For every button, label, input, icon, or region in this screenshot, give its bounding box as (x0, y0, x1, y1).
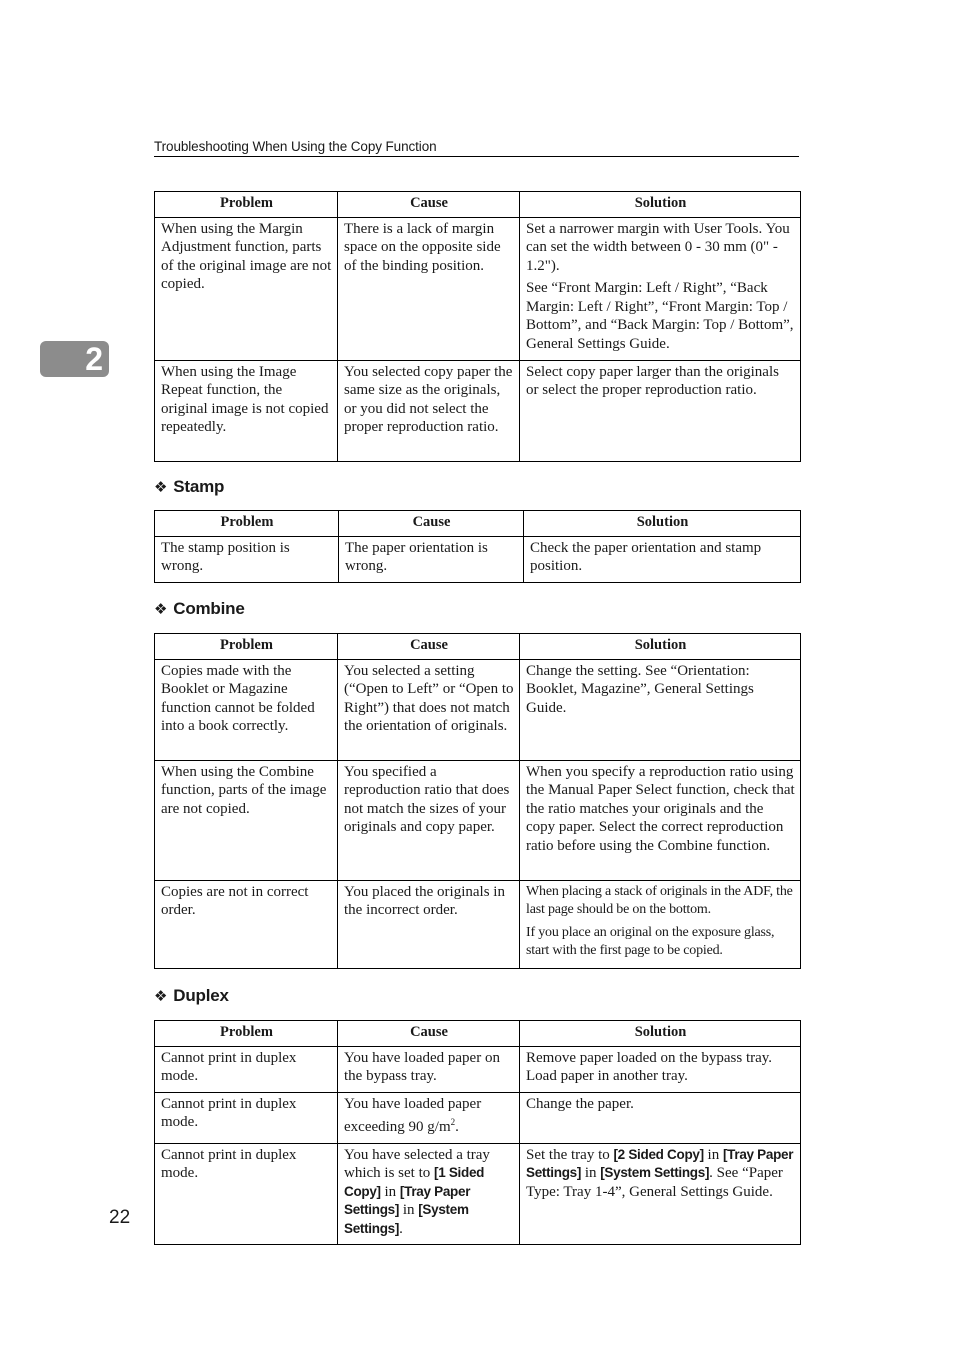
solution-text: in (581, 1165, 601, 1181)
cause-text: in (380, 1183, 400, 1200)
diamond-bullet-icon: ❖ (154, 479, 168, 496)
problem-cell: When using the Combine function, parts of the image are not copied. (155, 760, 338, 880)
section-heading-label: Duplex (173, 986, 229, 1005)
column-header-problem: Problem (155, 192, 338, 218)
solution-cell: Change the paper. (520, 1092, 801, 1143)
column-header-cause: Cause (339, 511, 524, 537)
superscript: 2 (450, 1117, 456, 1127)
section-heading-duplex (154, 986, 229, 1006)
setting-name: [System Settings] (344, 1202, 469, 1236)
diamond-bullet-icon: ❖ (154, 601, 168, 618)
setting-name: [1 Sided Copy] (344, 1165, 485, 1199)
section-heading-label: Combine (173, 599, 245, 618)
section-heading-stamp (154, 477, 224, 497)
problem-cell: Cannot print in duplex mode. (155, 1092, 338, 1143)
solution-cell (520, 1143, 801, 1245)
column-header-cause: Cause (338, 192, 520, 218)
table-row (155, 1143, 801, 1245)
column-header-cause: Cause (338, 634, 520, 660)
problem-cell: Copies are not in correct order. (155, 880, 338, 968)
trouble-table-duplex (154, 1020, 801, 1245)
table-header-row (155, 1021, 801, 1047)
solution-text: See “Front Margin: Left / Right”, “Back Margin: Left / Right”, “Front Margin: Top / Bottom”, and “Back Margin: Top / Bottom”, General Settings Guide. (526, 280, 794, 352)
column-header-problem: Problem (155, 634, 338, 660)
table-row (155, 1046, 801, 1092)
setting-name: [System Settings] (600, 1165, 710, 1180)
solution-text: Set a narrower margin with User Tools. You can set the width between 0 - 30 mm (0" - 1.2"). (526, 220, 790, 274)
column-header-solution: Solution (520, 192, 801, 218)
running-header: Troubleshooting When Using the Copy Function (154, 139, 799, 157)
section-heading-label: Stamp (173, 477, 225, 496)
cause-cell: You have loaded paper on the bypass tray. (338, 1046, 520, 1092)
section-heading-combine (154, 599, 245, 619)
table-row (155, 760, 801, 880)
cause-cell: You specified a reproduction ratio that does not match the sizes of your originals and copy paper. (338, 760, 520, 880)
trouble-table-margin (154, 191, 801, 462)
problem-cell: The stamp position is wrong. (155, 536, 339, 582)
column-header-cause: Cause (338, 1021, 520, 1047)
cause-cell (338, 1143, 520, 1245)
solution-text: When placing a stack of originals in the ADF, the last page should be on the bottom. (526, 883, 793, 917)
solution-text: If you place an original on the exposure glass, start with the first page to be copied. (526, 924, 775, 958)
cause-cell: There is a lack of margin space on the opposite side of the binding position. (338, 217, 520, 360)
solution-text: . See “Paper Type: Tray 1-4”, General Settings Guide. (526, 1165, 783, 1200)
setting-name: [Tray Paper Settings] (344, 1183, 471, 1217)
cause-cell: You selected a setting (“Open to Left” or “Open to Right”) that does not match the orientation of originals. (338, 659, 520, 760)
column-header-solution: Solution (520, 1021, 801, 1047)
solution-cell: When you specify a reproduction ratio using the Manual Paper Select function, check that the ratio matches your originals and the copy paper. Select the correct reproduction ratio before using the Combine function. (520, 760, 801, 880)
problem-cell: When using the Image Repeat function, the original image is not copied repeatedly. (155, 360, 338, 461)
solution-text: Select copy paper larger than the originals or select the proper reproduction ratio. (526, 363, 779, 398)
problem-cell: Cannot print in duplex mode. (155, 1046, 338, 1092)
solution-text: in (703, 1146, 723, 1163)
page-number: 22 (109, 1207, 131, 1228)
column-header-problem: Problem (155, 1021, 338, 1047)
cause-cell: The paper orientation is wrong. (339, 536, 524, 582)
column-header-problem: Problem (155, 511, 339, 537)
chapter-tab: 2 (40, 341, 109, 377)
cause-text: . (399, 1220, 403, 1237)
trouble-table-combine (154, 633, 801, 969)
solution-cell: Check the paper orientation and stamp position. (524, 536, 801, 582)
table-row (155, 1092, 801, 1143)
solution-cell (520, 360, 801, 461)
solution-cell: Change the setting. See “Orientation: Booklet, Magazine”, General Settings Guide. (520, 659, 801, 760)
solution-cell (520, 217, 801, 360)
solution-cell (520, 880, 801, 968)
cause-cell: You placed the originals in the incorrect order. (338, 880, 520, 968)
table-row (155, 536, 801, 582)
table-header-row (155, 511, 801, 537)
table-row (155, 217, 801, 360)
cause-cell (338, 1092, 520, 1143)
column-header-solution: Solution (520, 634, 801, 660)
setting-name: [2 Sided Copy] (613, 1146, 704, 1162)
cause-text: You have selected a tray which is set to (344, 1146, 490, 1181)
trouble-table-stamp (154, 510, 801, 583)
cause-text-end: . (455, 1119, 459, 1135)
table-header-row (155, 192, 801, 218)
table-header-row (155, 634, 801, 660)
table-row (155, 880, 801, 968)
cause-text: in (399, 1202, 419, 1218)
diamond-bullet-icon: ❖ (154, 988, 168, 1005)
solution-text: Set the tray to (526, 1146, 614, 1163)
table-row (155, 360, 801, 461)
column-header-solution: Solution (524, 511, 801, 537)
problem-cell: Cannot print in duplex mode. (155, 1143, 338, 1245)
problem-cell: When using the Margin Adjustment function, parts of the original image are not copied. (155, 217, 338, 360)
problem-cell: Copies made with the Booklet or Magazine function cannot be folded into a book correctly. (155, 659, 338, 760)
table-row (155, 659, 801, 760)
setting-name: [Tray Paper Settings] (526, 1146, 794, 1180)
solution-cell: Remove paper loaded on the bypass tray. Load paper in another tray. (520, 1046, 801, 1092)
cause-cell: You selected copy paper the same size as the originals, or you did not select the proper reproduction ratio. (338, 360, 520, 461)
cause-text: You have loaded paper exceeding 90 g/m (344, 1095, 482, 1135)
